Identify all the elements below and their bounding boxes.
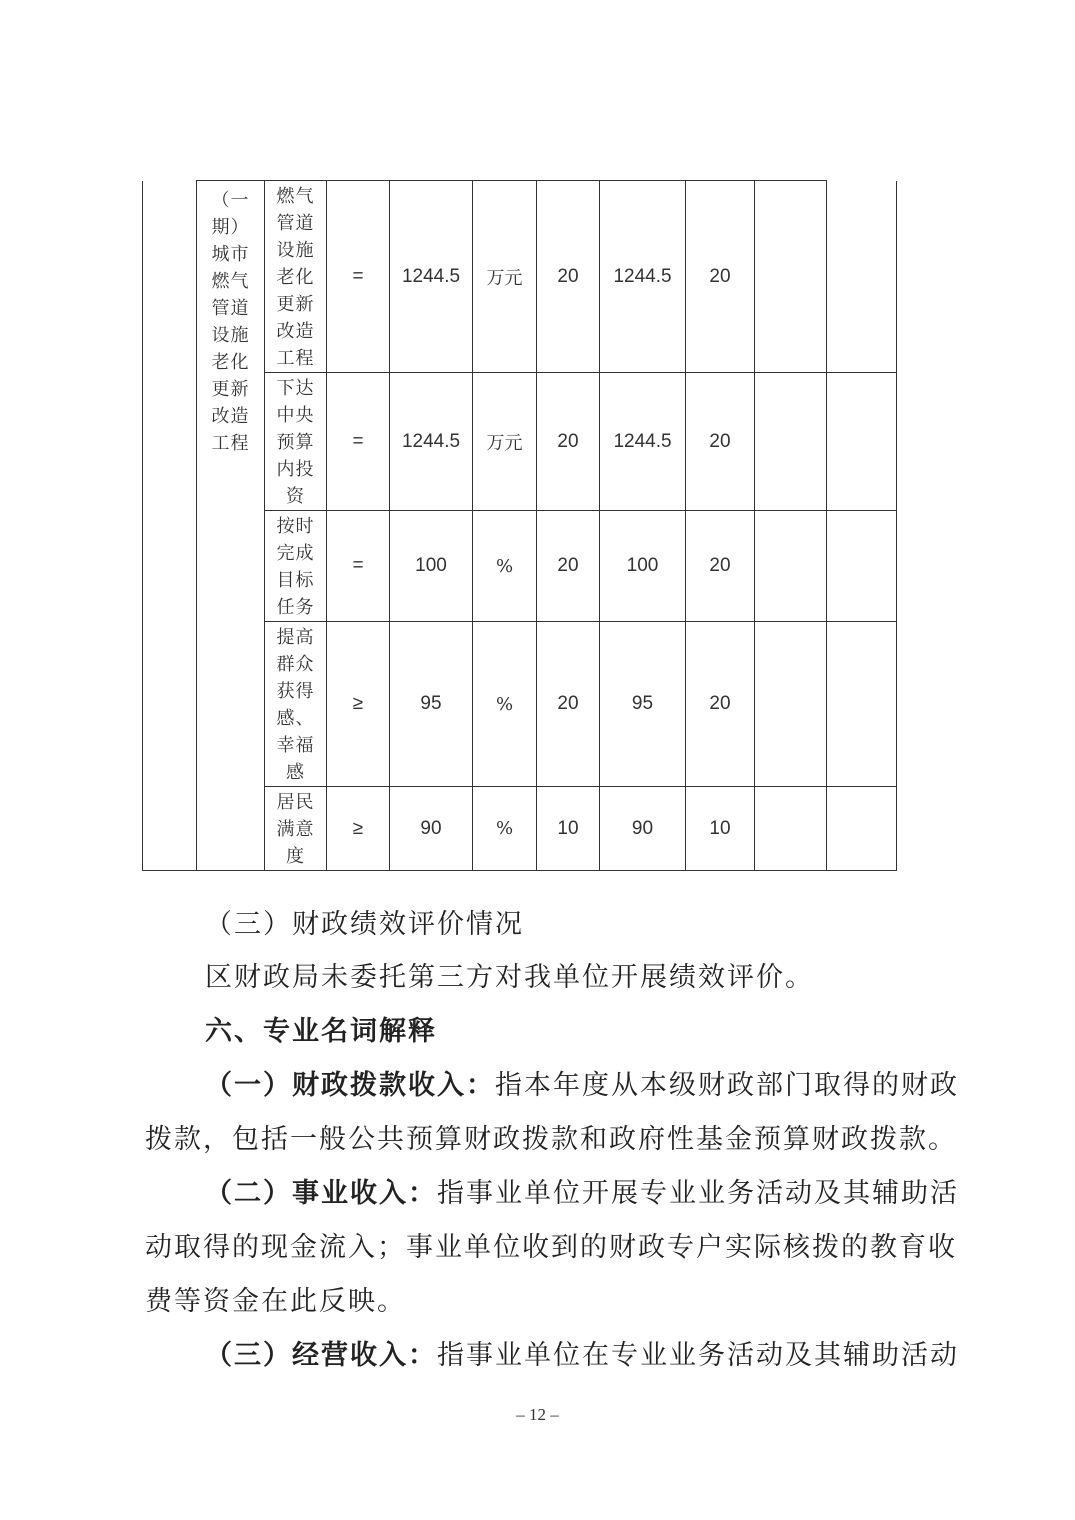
glossary-item — [205, 1338, 959, 1374]
empty-cell — [827, 181, 897, 373]
indicator-name: 提高群众获得感、幸福感 — [276, 627, 315, 783]
indicator-name: 燃气管道设施老化更新改造工程 — [276, 186, 315, 369]
indicator-cell — [265, 181, 327, 373]
page-number: – 12 – — [516, 1405, 559, 1424]
performance-table — [142, 180, 897, 871]
operator-cell: ≥ — [327, 622, 390, 787]
actual-cell: 95 — [600, 622, 686, 787]
unit-cell: % — [473, 787, 537, 871]
paragraph-evaluation: 区财政局未委托第三方对我单位开展绩效评价。 — [205, 962, 814, 993]
empty-cell — [755, 511, 827, 622]
indicator-name: 按时完成目标任务 — [276, 516, 315, 618]
target-cell: 1244.5 — [390, 373, 473, 511]
glossary-text: 拨款，包括一般公共预算财政拨款和政府性基金预算财政拨款。 — [145, 1124, 957, 1155]
empty-cell — [827, 511, 897, 622]
indicator-cell — [265, 511, 327, 622]
glossary-term: （二）事业收入： — [205, 1178, 437, 1209]
table-row — [143, 181, 897, 373]
glossary-item — [205, 1068, 959, 1104]
glossary-term: （一）财政拨款收入： — [205, 1070, 495, 1101]
score-cell: 20 — [686, 511, 755, 622]
unit-cell: % — [473, 622, 537, 787]
indicator-name: 居民满意度 — [276, 792, 315, 867]
actual-cell: 100 — [600, 511, 686, 622]
glossary-item — [205, 1176, 959, 1212]
project-name-cell — [197, 181, 265, 871]
operator-cell: = — [327, 181, 390, 373]
score-cell: 20 — [686, 622, 755, 787]
target-cell: 95 — [390, 622, 473, 787]
unit-cell: 万元 — [473, 373, 537, 511]
operator-cell: ≥ — [327, 787, 390, 871]
blank-cell — [143, 181, 197, 871]
unit-cell: 万元 — [473, 181, 537, 373]
empty-cell — [755, 373, 827, 511]
score-cell: 10 — [686, 787, 755, 871]
glossary-text: 指事业单位在专业业务活动及其辅助活动 — [437, 1340, 959, 1371]
actual-cell: 1244.5 — [600, 373, 686, 511]
operator-cell: = — [327, 511, 390, 622]
weight-cell: 20 — [537, 181, 600, 373]
score-cell: 20 — [686, 181, 755, 373]
weight-cell: 20 — [537, 622, 600, 787]
empty-cell — [827, 373, 897, 511]
empty-cell — [827, 622, 897, 787]
score-cell: 20 — [686, 373, 755, 511]
glossary-text: 费等资金在此反映。 — [145, 1286, 406, 1317]
glossary-text: 指事业单位开展专业业务活动及其辅助活 — [437, 1178, 959, 1209]
indicator-cell — [265, 787, 327, 871]
section-heading-evaluation: （三）财政绩效评价情况 — [205, 909, 524, 940]
target-cell: 90 — [390, 787, 473, 871]
glossary-text: 动取得的现金流入；事业单位收到的财政专户实际核拨的教育收 — [145, 1232, 957, 1263]
weight-cell: 20 — [537, 373, 600, 511]
empty-cell — [827, 787, 897, 871]
actual-cell: 1244.5 — [600, 181, 686, 373]
unit-cell: % — [473, 511, 537, 622]
target-cell: 1244.5 — [390, 181, 473, 373]
indicator-cell — [265, 622, 327, 787]
glossary-term: （三）经营收入： — [205, 1340, 437, 1371]
empty-cell — [755, 181, 827, 373]
weight-cell: 10 — [537, 787, 600, 871]
empty-cell — [755, 622, 827, 787]
weight-cell: 20 — [537, 511, 600, 622]
project-name: （一期）城市燃气管道设施老化更新改造工程 — [211, 190, 250, 454]
actual-cell: 90 — [600, 787, 686, 871]
section-heading-glossary: 六、专业名词解释 — [205, 1016, 437, 1047]
indicator-name: 下达中央预算内投资 — [276, 378, 315, 507]
operator-cell: = — [327, 373, 390, 511]
target-cell: 100 — [390, 511, 473, 622]
empty-cell — [755, 787, 827, 871]
glossary-text: 指本年度从本级财政部门取得的财政 — [495, 1070, 959, 1101]
indicator-cell — [265, 373, 327, 511]
